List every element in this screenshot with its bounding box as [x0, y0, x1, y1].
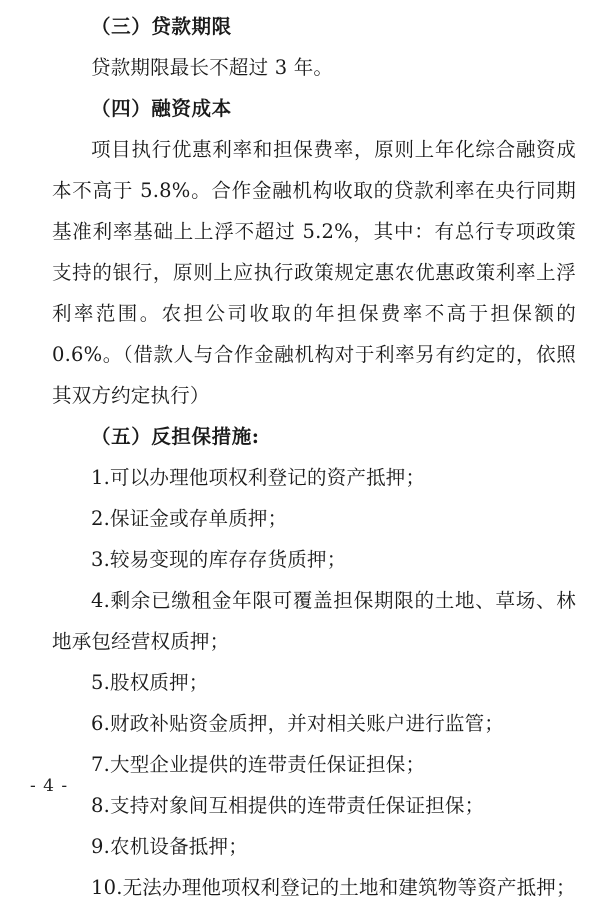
section-heading: （四）融资成本 [91, 97, 232, 120]
paragraph: 项目执行优惠利率和担保费率，原则上年化综合融资成本不高于 5.8%。合作金融机构收取的贷款利率在央行同期基准利率基础上上浮不超过 5.2%，其中：有总行专项政策支持的银行，原则上应执行政策规定惠农优惠政策利率上浮利率范围。农担公司收取的年担保费率不高于担保额的 0.6%。（借款人与合作金融机构对于利率另有约定的，依照其双方约定执行） [52, 138, 576, 407]
list-item: 6.财政补贴资金质押，并对相关账户进行监管； [91, 712, 505, 735]
list-item: 7.大型企业提供的连带责任保证担保； [91, 753, 426, 776]
list-item: 2.保证金或存单质押； [91, 507, 288, 530]
list-item: 8.支持对象间互相提供的连带责任保证担保； [91, 794, 485, 817]
paragraph: 贷款期限最长不超过 3 年。 [91, 56, 334, 79]
document-body [52, 6, 576, 908]
section-heading: （五）反担保措施: [91, 425, 260, 448]
list-item: 5.股权质押； [91, 671, 209, 694]
list-item: 1.可以办理他项权利登记的资产抵押； [91, 466, 426, 489]
list-item: 10.无法办理他项权利登记的土地和建筑物等资产抵押； [91, 876, 576, 899]
section-heading: （三）贷款期限 [91, 15, 232, 38]
list-item: 9.农机设备抵押； [91, 835, 248, 858]
page-number: - 4 - [30, 776, 69, 796]
list-item: 4.剩余已缴租金年限可覆盖担保期限的土地、草场、林地承包经营权质押； [52, 589, 576, 653]
list-item: 3.较易变现的库存存货质押； [91, 548, 347, 571]
